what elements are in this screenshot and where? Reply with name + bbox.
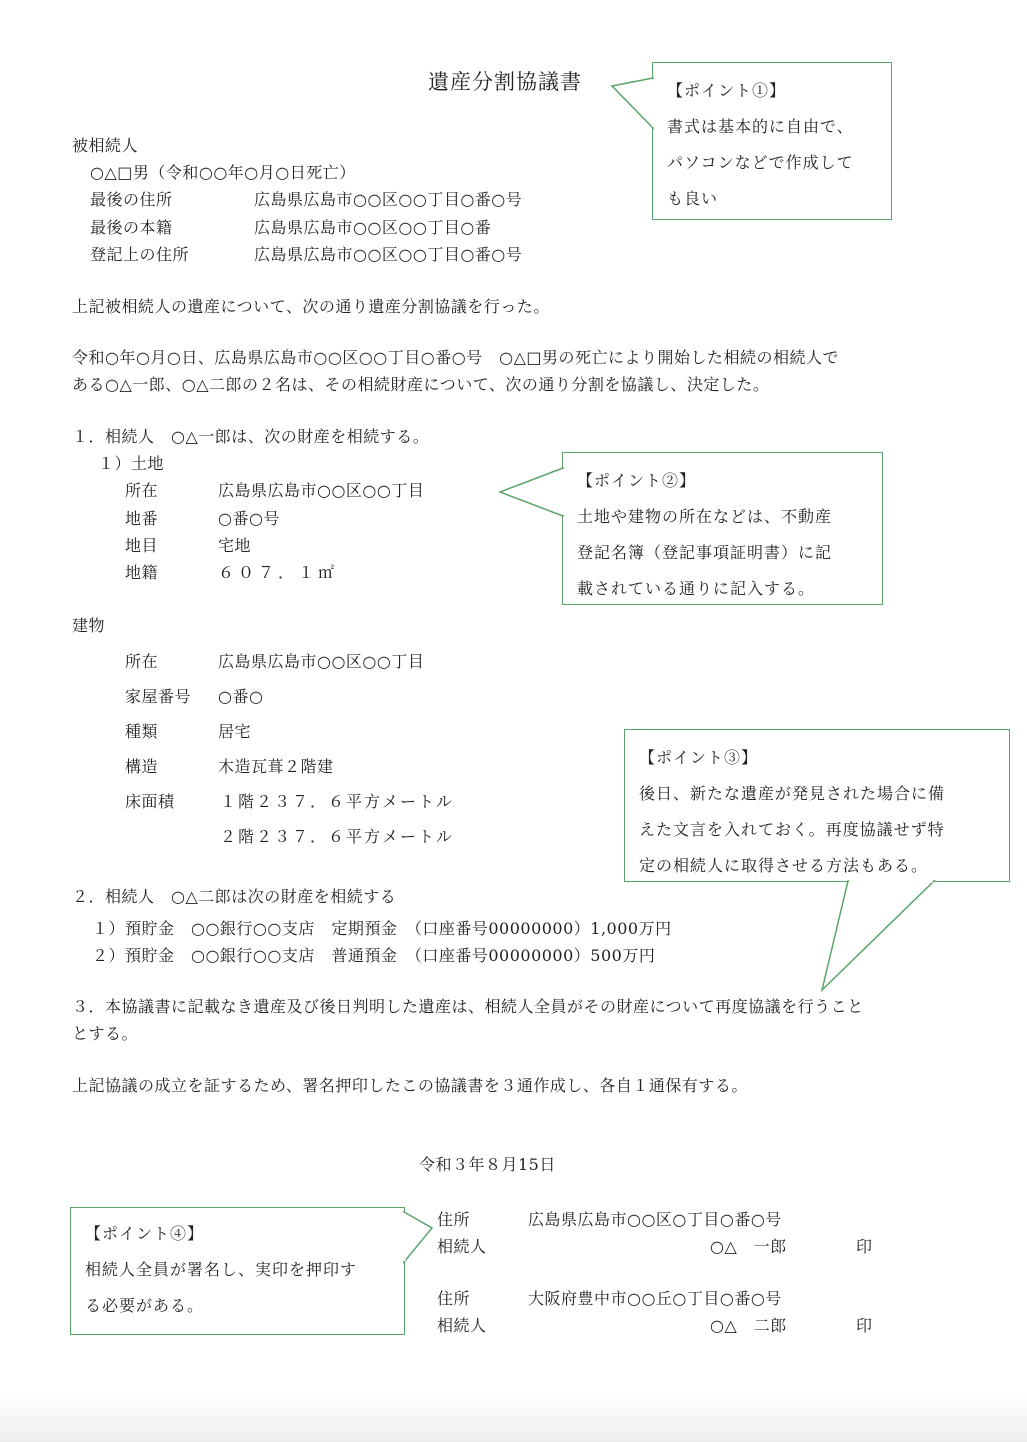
callout-point-2 — [562, 452, 883, 605]
land-category-label: 地目 — [125, 536, 159, 555]
bldg-structure: 木造瓦葺２階建 — [218, 757, 334, 776]
land-number: ○番○号 — [218, 509, 280, 528]
bldg-number: ○番○ — [218, 687, 264, 706]
callout-point-4-line-1: 相続人全員が署名し、実印を押印す — [85, 1260, 358, 1279]
registry-address-label: 登記上の住所 — [90, 245, 190, 264]
callout-point-1-line-1: 書式は基本的に自由で、 — [667, 117, 854, 136]
deposit-1: １）預貯金 ○○銀行○○支店 定期預金 （口座番号00000000）1,000万円 — [92, 919, 672, 938]
sig2-address-label: 住所 — [437, 1289, 471, 1308]
building-heading: 建物 — [72, 616, 106, 635]
callout-point-1-line-3: も良い — [667, 189, 719, 208]
last-address: 広島県広島市○○区○○丁目○番○号 — [254, 190, 523, 209]
last-domicile: 広島県広島市○○区○○丁目○番 — [254, 218, 492, 237]
deposit-2: ２）預貯金 ○○銀行○○支店 普通預金 （口座番号00000000）500万円 — [92, 946, 656, 965]
callout-point-2-line-3: 載されている通りに記入する。 — [577, 579, 816, 598]
registry-address: 広島県広島市○○区○○丁目○番○号 — [254, 245, 523, 264]
sig2-heir-label: 相続人 — [437, 1316, 487, 1335]
bldg-floor-label: 床面積 — [125, 792, 175, 811]
section-3-line-1: ３．本協議書に記載なき遺産及び後日判明した遺産は、相続人全員がその財産について再度協議を行うこと — [72, 997, 864, 1016]
callout-point-4-heading: 【ポイント④】 — [85, 1224, 205, 1243]
last-address-label: 最後の住所 — [90, 190, 173, 209]
callout-point-2-tail — [500, 468, 563, 516]
decedent-name: ○△□男（令和○○年○月○日死亡） — [90, 163, 356, 182]
bldg-structure-label: 構造 — [125, 757, 159, 776]
land-heading: １）土地 — [98, 454, 165, 473]
callout-point-2-line-2: 登記名簿（登記事項証明書）に記 — [577, 543, 833, 562]
section-2-heading: ２．相続人 ○△二郎は次の財産を相続する — [72, 887, 397, 906]
land-location: 広島県広島市○○区○○丁目 — [218, 481, 425, 500]
callout-point-4 — [70, 1207, 405, 1335]
bldg-floor-1: １階２３７．６平方メートル — [220, 792, 455, 811]
callout-point-1 — [652, 62, 892, 220]
bldg-type: 居宅 — [218, 722, 252, 741]
closing-statement: 上記協議の成立を証するため、署名押印したこの協議書を３通作成し、各自１通保有する。 — [72, 1076, 748, 1095]
bldg-location: 広島県広島市○○区○○丁目 — [218, 652, 425, 671]
statement-2-line-2: ある○△一郎、○△二郎の２名は、その相続財産について、次の通り分割を協議し、決定した。 — [72, 375, 770, 394]
callout-point-3-heading: 【ポイント③】 — [639, 748, 759, 767]
sig1-name: ○△ 一郎 — [710, 1237, 787, 1256]
sig1-address: 広島県広島市○○区○丁目○番○号 — [528, 1210, 782, 1229]
callout-point-3-line-1: 後日、新たな遺産が発見された場合に備 — [639, 784, 946, 803]
land-area-label: 地籍 — [125, 563, 159, 582]
section-1-heading: １．相続人 ○△一郎は、次の財産を相続する。 — [72, 427, 430, 446]
land-location-label: 所在 — [125, 481, 159, 500]
decedent-heading: 被相続人 — [72, 136, 139, 155]
bldg-type-label: 種類 — [125, 722, 159, 741]
last-domicile-label: 最後の本籍 — [90, 218, 173, 237]
callout-point-3-line-2: えた文言を入れておく。再度協議せず特 — [639, 820, 945, 839]
bldg-floor-2: ２階２３７．６平方メートル — [220, 827, 455, 846]
callout-point-1-tail — [612, 78, 653, 128]
callout-point-3-tail — [822, 881, 934, 990]
bldg-number-label: 家屋番号 — [125, 687, 192, 706]
callout-point-1-line-2: パソコンなどで作成して — [667, 153, 854, 172]
land-area: ６０７．１㎡ — [218, 563, 339, 582]
page-bottom-shadow — [0, 1392, 1027, 1442]
sig2-address: 大阪府豊中市○○丘○丁目○番○号 — [528, 1289, 782, 1308]
sig1-seal: 印 — [856, 1237, 873, 1256]
sig2-name: ○△ 二郎 — [710, 1316, 787, 1335]
callout-point-2-heading: 【ポイント②】 — [577, 471, 697, 490]
bldg-location-label: 所在 — [125, 652, 159, 671]
sig1-address-label: 住所 — [437, 1210, 471, 1229]
statement-1: 上記被相続人の遺産について、次の通り遺産分割協議を行った。 — [72, 297, 550, 316]
callout-point-2-line-1: 土地や建物の所在などは、不動産 — [577, 507, 833, 526]
callout-point-1-heading: 【ポイント①】 — [667, 81, 787, 100]
callout-point-3-line-3: 定の相続人に取得させる方法もある。 — [639, 856, 929, 875]
section-3-line-2: とする。 — [72, 1024, 139, 1043]
sig2-seal: 印 — [856, 1316, 873, 1335]
callout-point-3 — [624, 729, 1010, 882]
callout-point-4-line-2: る必要がある。 — [85, 1296, 205, 1315]
document-title: 遺産分割協議書 — [428, 70, 582, 94]
statement-2-line-1: 令和○年○月○日、広島県広島市○○区○○丁目○番○号 ○△□男の死亡により開始した相続の相続人で — [72, 348, 840, 367]
callout-point-4-tail — [404, 1212, 432, 1262]
land-category: 宅地 — [218, 536, 252, 555]
land-number-label: 地番 — [125, 509, 159, 528]
document-date: 令和３年８月15日 — [419, 1155, 556, 1174]
sig1-heir-label: 相続人 — [437, 1237, 487, 1256]
